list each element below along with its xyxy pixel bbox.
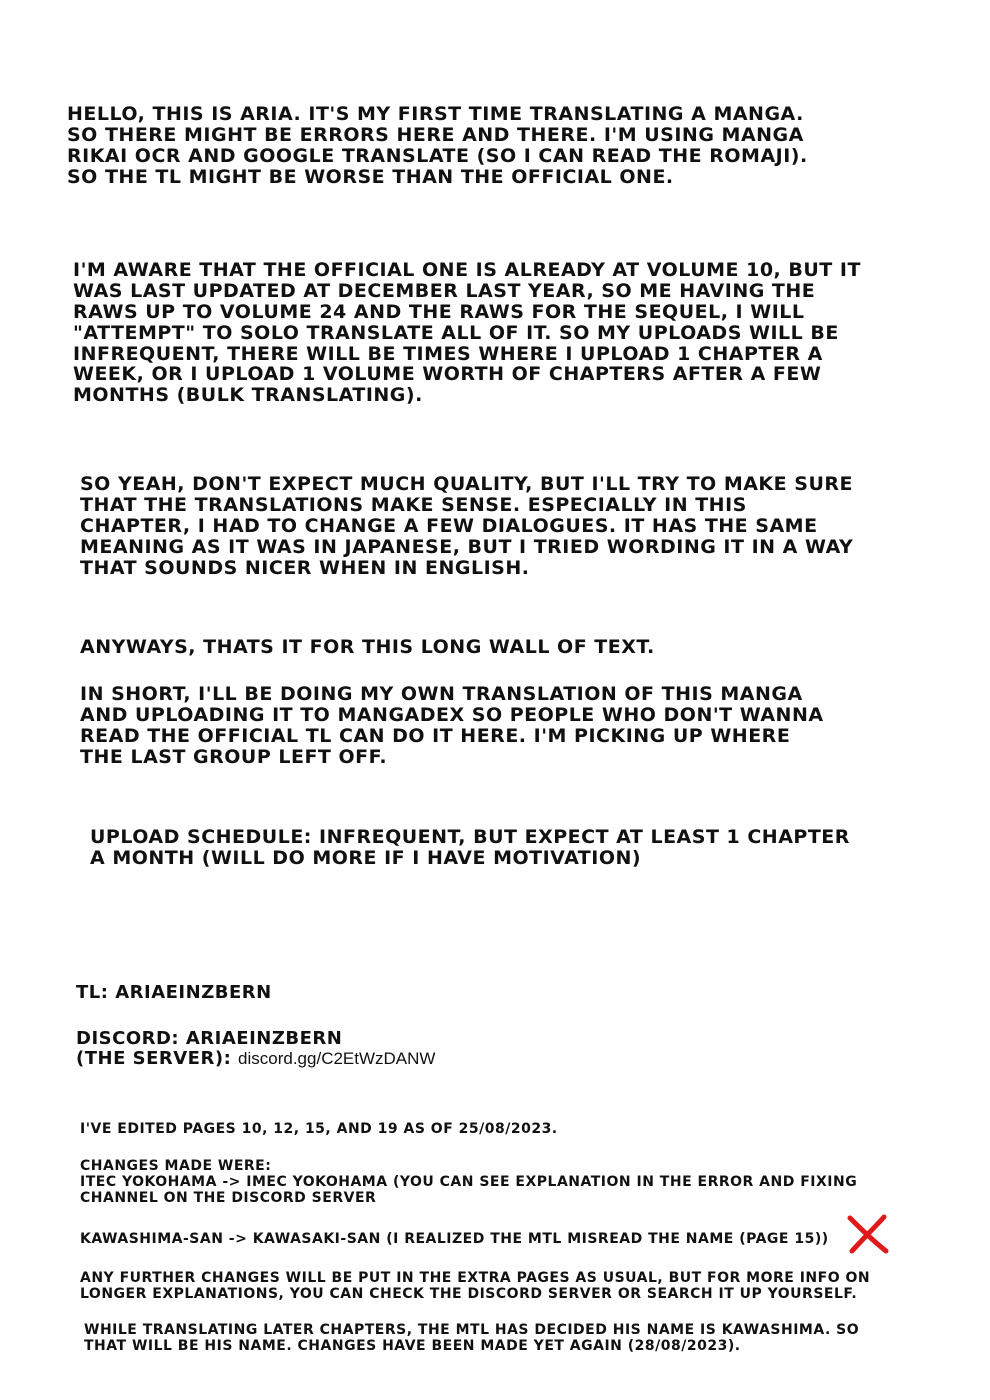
kawashima-note: KAWASHIMA-SAN -> KAWASAKI-SAN (I REALIZED THE MTL MISREAD THE NAME (PAGE 15)): [80, 1231, 829, 1247]
discord-credit: [76, 1029, 676, 1069]
edited-note: I'VE EDITED PAGES 10, 12, 15, AND 19 AS OF 25/08/2023.: [80, 1121, 558, 1137]
in-short-paragraph: IN SHORT, I'LL BE DOING MY OWN TRANSLATION OF THIS MANGA AND UPLOADING IT TO MANGADEX SO PEOPLE WHO DON'T WANNA READ THE OFFICIAL TL CAN DO IT HERE. I'M PICKING UP WHERE THE LAST GROUP LEFT OFF.: [80, 683, 824, 768]
quality-paragraph: SO YEAH, DON'T EXPECT MUCH QUALITY, BUT I'LL TRY TO MAKE SURE THAT THE TRANSLATIONS MAKE SENSE. ESPECIALLY IN THIS CHAPTER, I HAD TO CHANGE A FEW DIALOGUES. IT HAS THE SAME MEANING AS IT WAS IN JAPANESE, BUT I TRIED WORDING IT IN A WAY THAT SOUNDS NICER WHEN IN ENGLISH.: [80, 473, 854, 579]
server-label: (THE SERVER):: [76, 1047, 239, 1069]
x-mark-icon: [846, 1214, 890, 1254]
discord-name: DISCORD: ARIAEINZBERN: [76, 1028, 343, 1049]
while-note: WHILE TRANSLATING LATER CHAPTERS, THE MTL HAS DECIDED HIS NAME IS KAWASHIMA. SO THAT WILL BE HIS NAME. CHANGES HAVE BEEN MADE YET AGAIN (28/08/2023).: [84, 1322, 860, 1355]
aware-paragraph: I'M AWARE THAT THE OFFICIAL ONE IS ALREADY AT VOLUME 10, BUT IT WAS LAST UPDATED AT DECEMBER LAST YEAR, SO ME HAVING THE RAWS UP TO VOLUME 24 AND THE RAWS FOR THE SEQUEL, I WILL "ATTEMPT" TO SOLO TRANSLATE ALL OF IT. SO MY UPLOADS WILL BE INFREQUENT, THERE WILL BE TIMES WHERE I UPLOAD 1 CHAPTER A WEEK, OR I UPLOAD 1 VOLUME WORTH OF CHAPTERS AFTER A FEW MONTHS (BULK TRANSLATING).: [73, 259, 861, 407]
server-link[interactable]: discord.gg/C2EtWzDANW: [238, 1048, 436, 1068]
anyways-paragraph: ANYWAYS, THATS IT FOR THIS LONG WALL OF TEXT.: [80, 636, 655, 658]
schedule-paragraph: UPLOAD SCHEDULE: INFREQUENT, BUT EXPECT AT LEAST 1 CHAPTER A MONTH (WILL DO MORE IF I HAVE MOTIVATION): [90, 826, 850, 869]
intro-paragraph: HELLO, THIS IS ARIA. IT'S MY FIRST TIME TRANSLATING A MANGA. SO THERE MIGHT BE ERRORS HERE AND THERE. I'M USING MANGA RIKAI OCR AND GOOGLE TRANSLATE (SO I CAN READ THE ROMAJI). SO THE TL MIGHT BE WORSE THAN THE OFFICIAL ONE.: [67, 103, 808, 188]
further-note: ANY FURTHER CHANGES WILL BE PUT IN THE EXTRA PAGES AS USUAL, BUT FOR MORE INFO ON LONGER EXPLANATIONS, YOU CAN CHECK THE DISCORD SERVER OR SEARCH IT UP YOURSELF.: [80, 1270, 871, 1303]
changes-note: CHANGES MADE WERE: ITEC YOKOHAMA -> IMEC YOKOHAMA (YOU CAN SEE EXPLANATION IN THE ERROR AND FIXING CHANNEL ON THE DISCORD SERVER: [80, 1158, 858, 1207]
tl-credit: TL: ARIAEINZBERN: [76, 982, 272, 1003]
